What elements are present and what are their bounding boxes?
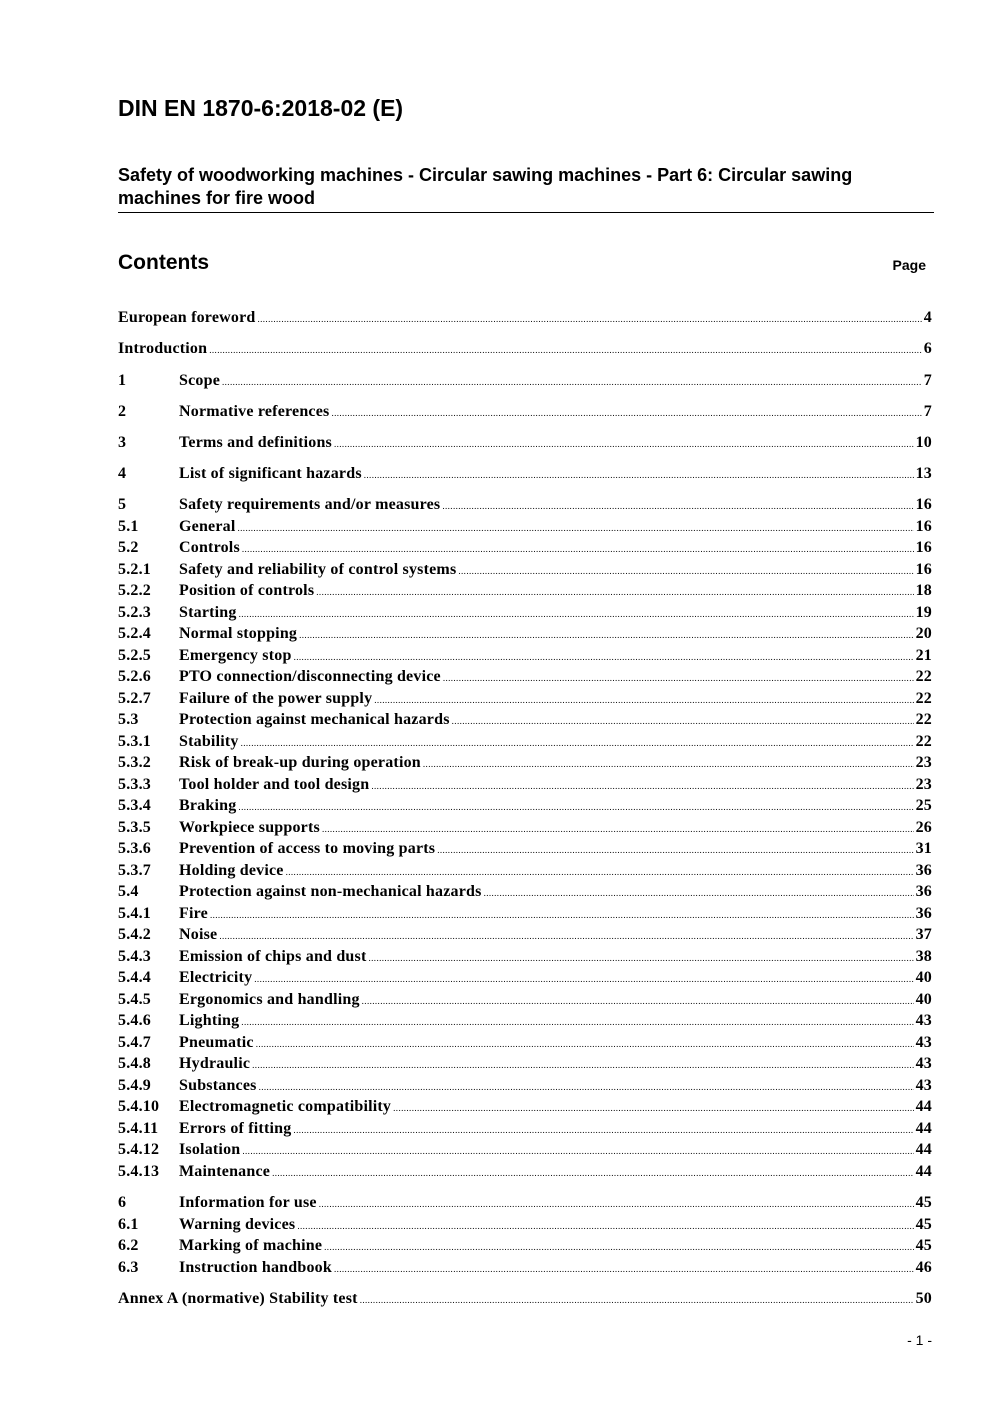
- toc-entry-page: 22: [915, 733, 932, 750]
- toc-entry-title: Introduction: [118, 340, 208, 357]
- toc-entry-title: European foreword: [118, 309, 256, 326]
- dot-leader: [259, 1077, 914, 1098]
- toc-entry-page: 37: [915, 926, 932, 943]
- dot-leader: [299, 625, 913, 646]
- toc-entry-number: 5.2.5: [118, 647, 151, 664]
- toc-entry[interactable]: [118, 516, 932, 537]
- toc-entry-title: Holding device: [179, 862, 284, 879]
- toc-entry-number: 6.3: [118, 1259, 139, 1276]
- dot-leader: [293, 1120, 913, 1141]
- toc-entry-number: 5.4.4: [118, 969, 151, 986]
- toc-entry-page: 43: [915, 1055, 932, 1072]
- toc-entry-page: 18: [915, 582, 932, 599]
- toc-entry-page: 45: [915, 1216, 932, 1233]
- toc-entry-page: 44: [915, 1120, 932, 1137]
- toc-entry-page: 22: [915, 711, 932, 728]
- toc-entry-number: 4: [118, 465, 127, 482]
- toc-entry-number: 5.4: [118, 883, 139, 900]
- toc-entry-number: 5.2.2: [118, 582, 151, 599]
- toc-entry-title: Risk of break-up during operation: [179, 754, 421, 771]
- toc-entry[interactable]: [118, 1075, 932, 1096]
- toc-entry-title: Pneumatic: [179, 1034, 254, 1051]
- dot-leader: [242, 539, 914, 560]
- dot-leader: [316, 582, 913, 603]
- toc-entry-title: Noise: [179, 926, 218, 943]
- toc-entry[interactable]: [118, 817, 932, 838]
- dot-leader: [458, 561, 913, 582]
- toc-entry[interactable]: [118, 1288, 932, 1309]
- toc-entry-page: 16: [915, 518, 932, 535]
- dot-leader: [452, 711, 914, 732]
- toc-entry[interactable]: [118, 623, 932, 644]
- toc-entry-title: General: [179, 518, 236, 535]
- toc-entry[interactable]: [118, 731, 932, 752]
- toc-entry-title: Emission of chips and dust: [179, 948, 367, 965]
- toc-entry-title: Safety requirements and/or measures: [179, 496, 441, 513]
- dot-leader: [210, 905, 914, 926]
- toc-entry-number: 5.2.6: [118, 668, 151, 685]
- toc-entry-title: Substances: [179, 1077, 257, 1094]
- toc-entry[interactable]: [118, 1214, 932, 1235]
- dot-leader: [484, 883, 914, 904]
- toc-entry-title: Lighting: [179, 1012, 240, 1029]
- dot-leader: [437, 840, 913, 861]
- toc-entry-title: Protection against mechanical hazards: [179, 711, 450, 728]
- toc-entry-number: 5.4.7: [118, 1034, 151, 1051]
- toc-entry[interactable]: [118, 860, 932, 881]
- dot-leader: [241, 1012, 913, 1033]
- toc-entry-title: Position of controls: [179, 582, 315, 599]
- page-number: - 1 -: [907, 1332, 932, 1348]
- dot-leader: [294, 647, 914, 668]
- toc-entry-title: Prevention of access to moving parts: [179, 840, 436, 857]
- dot-leader: [319, 1194, 914, 1215]
- toc-entry-page: 16: [915, 539, 932, 556]
- toc-entry-title: Electricity: [179, 969, 253, 986]
- page-column-label: Page: [892, 257, 926, 273]
- toc-entry[interactable]: [118, 1161, 932, 1182]
- dot-leader: [331, 403, 921, 424]
- toc-entry-page: 43: [915, 1012, 932, 1029]
- toc-entry[interactable]: [118, 838, 932, 859]
- toc-entry-number: 1: [118, 372, 127, 389]
- toc-entry-title: Errors of fitting: [179, 1120, 292, 1137]
- toc-entry-page: 21: [915, 647, 932, 664]
- toc-entry-page: 43: [915, 1077, 932, 1094]
- toc-entry-page: 40: [915, 991, 932, 1008]
- dot-leader: [254, 969, 913, 990]
- toc-entry[interactable]: [118, 580, 932, 601]
- toc-entry[interactable]: [118, 795, 932, 816]
- toc-entry-title: Starting: [179, 604, 237, 621]
- toc-entry-title: Protection against non-mechanical hazards: [179, 883, 482, 900]
- toc-entry-number: 5.3.1: [118, 733, 151, 750]
- toc-entry[interactable]: [118, 494, 932, 515]
- toc-entry-number: 5.2.7: [118, 690, 151, 707]
- toc-entry-number: 5.3.3: [118, 776, 151, 793]
- toc-entry-page: 45: [915, 1194, 932, 1211]
- toc-entry-number: 5: [118, 496, 127, 513]
- dot-leader: [272, 1163, 914, 1184]
- dot-leader: [334, 434, 914, 455]
- toc-entry-title: Hydraulic: [179, 1055, 251, 1072]
- dot-leader: [423, 754, 914, 775]
- toc-entry-page: 10: [915, 434, 932, 451]
- toc-entry[interactable]: [118, 338, 932, 359]
- dot-leader: [374, 690, 913, 711]
- dot-leader: [442, 496, 913, 517]
- dot-leader: [324, 1237, 913, 1258]
- dot-leader: [219, 926, 913, 947]
- toc-entry[interactable]: [118, 881, 932, 902]
- dot-leader: [362, 991, 914, 1012]
- dot-leader: [297, 1216, 913, 1237]
- toc-entry-title: Fire: [179, 905, 208, 922]
- toc-entry-page: 43: [915, 1034, 932, 1051]
- toc-entry-title: Warning devices: [179, 1216, 296, 1233]
- toc-entry-number: 5.2.3: [118, 604, 151, 621]
- toc-entry-number: 5.3: [118, 711, 139, 728]
- dot-leader: [322, 819, 914, 840]
- toc-entry-page: 7: [923, 372, 932, 389]
- toc-entry[interactable]: [118, 1053, 932, 1074]
- toc-entry-page: 40: [915, 969, 932, 986]
- contents-heading: Contents: [118, 251, 209, 274]
- toc-entry[interactable]: [118, 1235, 932, 1256]
- toc-entry-number: 5.4.9: [118, 1077, 151, 1094]
- toc-entry-title: Scope: [179, 372, 220, 389]
- toc-entry-page: 44: [915, 1098, 932, 1115]
- toc-entry[interactable]: [118, 432, 932, 453]
- toc-entry-number: 5.4.13: [118, 1163, 160, 1180]
- toc-entry[interactable]: [118, 967, 932, 988]
- toc-entry[interactable]: [118, 1096, 932, 1117]
- toc-entry[interactable]: [118, 559, 932, 580]
- toc-entry-number: 5.4.12: [118, 1141, 160, 1158]
- toc-entry-title: Terms and definitions: [179, 434, 332, 451]
- toc-entry-title: Instruction handbook: [179, 1259, 332, 1276]
- toc-entry[interactable]: [118, 1010, 932, 1031]
- toc-entry-page: 23: [915, 776, 932, 793]
- toc-entry[interactable]: [118, 1032, 932, 1053]
- toc-entry[interactable]: [118, 307, 932, 328]
- toc-entry-number: 5.3.6: [118, 840, 151, 857]
- toc-entry-page: 46: [915, 1259, 932, 1276]
- toc-entry-number: 5.3.7: [118, 862, 151, 879]
- dot-leader: [241, 733, 914, 754]
- toc-entry-number: 5.3.4: [118, 797, 151, 814]
- toc-entry-number: 5.2.4: [118, 625, 151, 642]
- toc-entry-page: 38: [915, 948, 932, 965]
- toc-entry-page: 22: [915, 690, 932, 707]
- toc-entry-number: 6: [118, 1194, 127, 1211]
- dot-leader: [252, 1055, 913, 1076]
- toc-entry-page: 23: [915, 754, 932, 771]
- toc-entry-number: 6.1: [118, 1216, 139, 1233]
- toc-entry-page: 19: [915, 604, 932, 621]
- dot-leader: [209, 340, 922, 361]
- toc-entry[interactable]: [118, 989, 932, 1010]
- toc-entry-page: 44: [915, 1163, 932, 1180]
- toc-entry-number: 5.3.2: [118, 754, 151, 771]
- toc-entry[interactable]: [118, 463, 932, 484]
- toc-entry-title: Tool holder and tool design: [179, 776, 370, 793]
- toc-entry[interactable]: [118, 752, 932, 773]
- toc-entry-title: Stability: [179, 733, 239, 750]
- toc-entry-number: 5.4.2: [118, 926, 151, 943]
- dot-leader: [238, 518, 914, 539]
- toc-entry-page: 16: [915, 496, 932, 513]
- toc-entry-number: 5.4.8: [118, 1055, 151, 1072]
- dot-leader: [371, 776, 913, 797]
- toc-entry-number: 5.4.1: [118, 905, 151, 922]
- toc-entry[interactable]: [118, 370, 932, 391]
- toc-entry-number: 5.4.3: [118, 948, 151, 965]
- toc-entry[interactable]: [118, 645, 932, 666]
- toc-entry-page: 45: [915, 1237, 932, 1254]
- toc-entry[interactable]: [118, 401, 932, 422]
- toc-entry-title: List of significant hazards: [179, 465, 362, 482]
- document-title: Safety of woodworking machines - Circular sawing machines - Part 6: Circular sawing machines for fire wood: [118, 164, 934, 213]
- toc-entry-number: 5.2.1: [118, 561, 151, 578]
- toc-entry-page: 36: [915, 905, 932, 922]
- toc-entry-number: 5.3.5: [118, 819, 151, 836]
- toc-entry-page: 26: [915, 819, 932, 836]
- toc-entry-page: 44: [915, 1141, 932, 1158]
- toc-entry-title: Safety and reliability of control systems: [179, 561, 457, 578]
- toc-entry-page: 50: [915, 1290, 932, 1307]
- toc-entry[interactable]: [118, 903, 932, 924]
- toc-entry[interactable]: [118, 946, 932, 967]
- toc-entry-page: 22: [915, 668, 932, 685]
- toc-entry-title: Maintenance: [179, 1163, 271, 1180]
- toc-entry-title: Isolation: [179, 1141, 241, 1158]
- toc-entry-title: Braking: [179, 797, 237, 814]
- toc-entry-number: 5.1: [118, 518, 139, 535]
- dot-leader: [393, 1098, 913, 1119]
- toc-entry-number: 5.4.5: [118, 991, 151, 1008]
- toc-entry-page: 6: [923, 340, 932, 357]
- dot-leader: [369, 948, 914, 969]
- dot-leader: [286, 862, 914, 883]
- toc-entry-title: Annex A (normative) Stability test: [118, 1290, 358, 1307]
- toc-entry-title: Normative references: [179, 403, 330, 420]
- toc-entry-number: 3: [118, 434, 127, 451]
- toc-entry[interactable]: [118, 1192, 932, 1213]
- toc-entry[interactable]: [118, 537, 932, 558]
- toc-entry-page: 36: [915, 883, 932, 900]
- dot-leader: [364, 465, 914, 486]
- toc-entry-title: Electromagnetic compatibility: [179, 1098, 392, 1115]
- dot-leader: [360, 1290, 914, 1311]
- toc-entry-page: 31: [915, 840, 932, 857]
- toc-entry-title: Emergency stop: [179, 647, 292, 664]
- toc-entry-title: Ergonomics and handling: [179, 991, 360, 1008]
- toc-entry-number: 5.2: [118, 539, 139, 556]
- toc-entry-title: Failure of the power supply: [179, 690, 373, 707]
- dot-leader: [239, 604, 914, 625]
- toc-entry[interactable]: [118, 1118, 932, 1139]
- toc-entry-number: 5.4.11: [118, 1120, 159, 1137]
- document-id: DIN EN 1870-6:2018-02 (E): [118, 95, 404, 121]
- toc-entry-page: 4: [923, 309, 932, 326]
- toc-entry[interactable]: [118, 1257, 932, 1278]
- toc-entry-page: 13: [915, 465, 932, 482]
- toc-entry-page: 7: [923, 403, 932, 420]
- toc-entry-number: 5.4.6: [118, 1012, 151, 1029]
- toc-entry-page: 20: [915, 625, 932, 642]
- toc-entry-title: Marking of machine: [179, 1237, 323, 1254]
- toc-entry[interactable]: [118, 602, 932, 623]
- toc-entry-title: Information for use: [179, 1194, 317, 1211]
- toc-entry-page: 36: [915, 862, 932, 879]
- dot-leader: [256, 1034, 914, 1055]
- dot-leader: [222, 372, 922, 393]
- toc-entry-page: 16: [915, 561, 932, 578]
- toc-entry[interactable]: [118, 709, 932, 730]
- dot-leader: [443, 668, 914, 689]
- dot-leader: [334, 1259, 914, 1280]
- toc-entry-number: 6.2: [118, 1237, 139, 1254]
- toc-entry-number: 5.4.10: [118, 1098, 160, 1115]
- dot-leader: [242, 1141, 913, 1162]
- toc-entry-title: Controls: [179, 539, 240, 556]
- toc-entry[interactable]: [118, 688, 932, 709]
- toc-entry[interactable]: [118, 1139, 932, 1160]
- dot-leader: [238, 797, 913, 818]
- toc-entry-title: PTO connection/disconnecting device: [179, 668, 441, 685]
- toc-entry-title: Workpiece supports: [179, 819, 320, 836]
- toc-entry[interactable]: [118, 666, 932, 687]
- toc-entry[interactable]: [118, 924, 932, 945]
- toc-entry[interactable]: [118, 774, 932, 795]
- toc-entry-number: 2: [118, 403, 127, 420]
- toc-entry-title: Normal stopping: [179, 625, 298, 642]
- toc-entry-page: 25: [915, 797, 932, 814]
- dot-leader: [257, 309, 921, 330]
